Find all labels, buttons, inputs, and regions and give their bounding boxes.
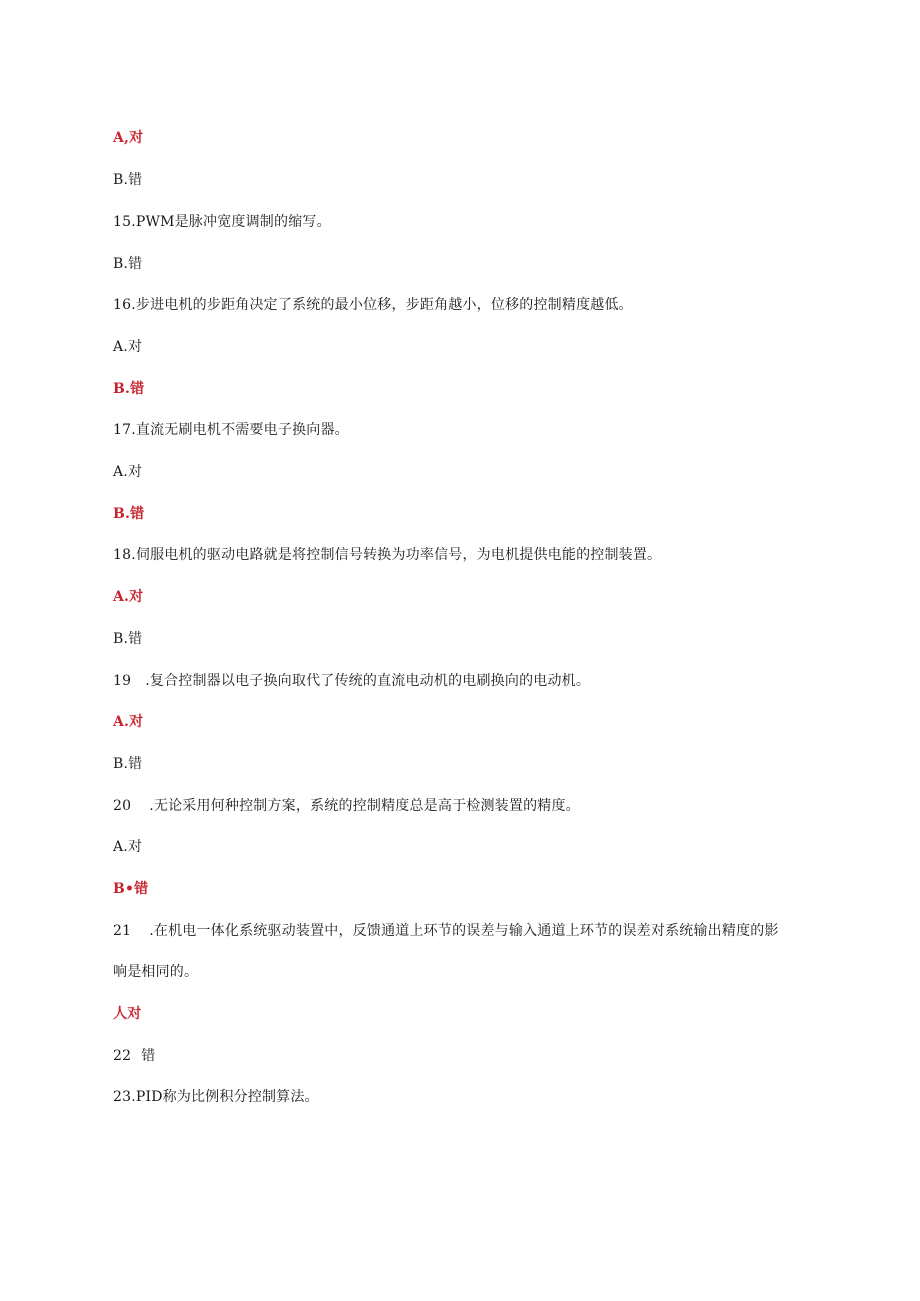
answer-option-b-correct: B.错: [113, 506, 145, 522]
answer-option-b: B.错: [113, 172, 143, 188]
answer-option-a: A.对: [113, 839, 143, 855]
answer-option-b-correct: B•错: [113, 881, 149, 897]
answer-option-b: B.错: [113, 631, 143, 647]
question-16: 16.步进电机的步距角决定了系统的最小位移，步距角越小，位移的控制精度越低。: [113, 297, 633, 313]
question-21-continued: 响是相同的。: [113, 964, 199, 980]
answer-option-b: 22 错: [113, 1048, 156, 1064]
answer-option-a: A.对: [113, 339, 143, 355]
answer-option-b: B.错: [113, 756, 143, 772]
question-21: 21 .在机电一体化系统驱动装置中，反馈通道上环节的误差与输入通道上环节的误差对系统输出精度的影: [113, 923, 779, 939]
question-number: 21: [113, 923, 132, 939]
question-19: 19 .复合控制器以电子换向取代了传统的直流电动机的电刷换向的电动机。: [113, 673, 591, 689]
question-18: 18.伺服电机的驱动电路就是将控制信号转换为功率信号，为电机提供电能的控制装置。: [113, 547, 662, 563]
question-15: 15.PWM是脉冲宽度调制的缩写。: [113, 214, 331, 230]
answer-option-a-correct: A.对: [113, 589, 144, 605]
answer-option-a-correct: A,对: [113, 130, 144, 146]
question-23: 23.PID称为比例积分控制算法。: [113, 1089, 319, 1105]
question-number: 20: [113, 798, 132, 814]
answer-option-b: B.错: [113, 256, 143, 272]
question-number: 19: [113, 673, 132, 689]
answer-option-a: A.对: [113, 464, 143, 480]
question-number: 22: [113, 1048, 132, 1064]
answer-option-a-correct: 人对: [113, 1006, 142, 1022]
answer-option-b-correct: B.错: [113, 381, 145, 397]
question-20: 20 .无论采用何种控制方案，系统的控制精度总是高于检测装置的精度。: [113, 798, 580, 814]
answer-option-a-correct: A.对: [113, 714, 144, 730]
question-17: 17.直流无刷电机不需要电子换向器。: [113, 422, 349, 438]
